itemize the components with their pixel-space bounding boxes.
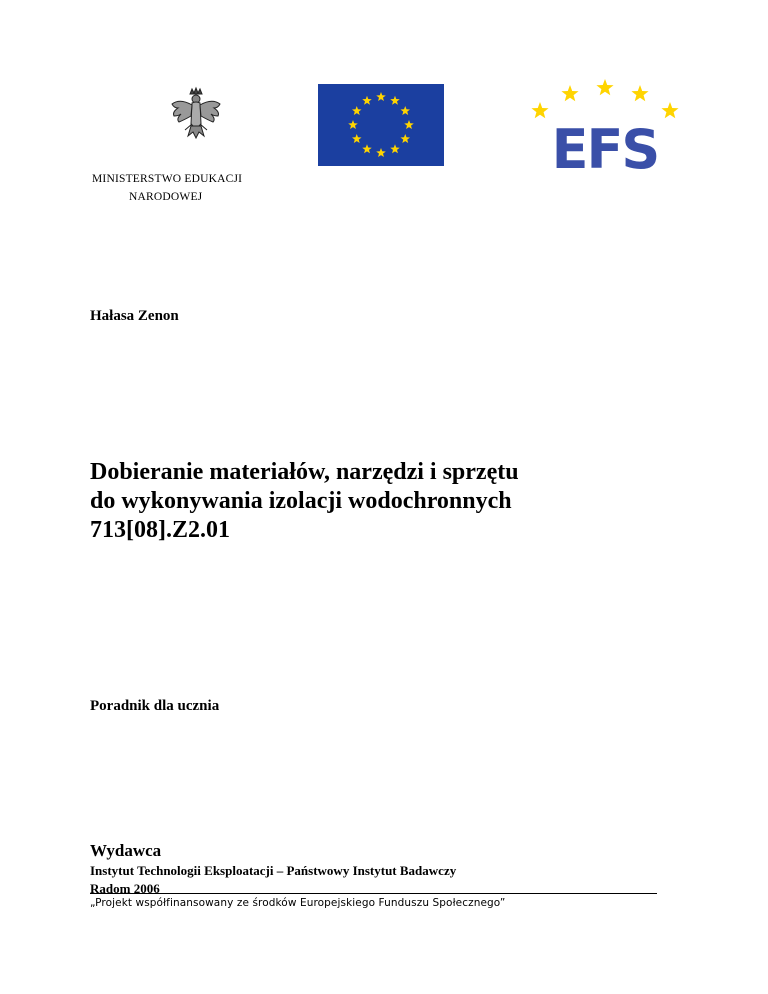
guide-label: Poradnik dla ucznia: [90, 698, 220, 714]
author-name: Hałasa Zenon: [90, 308, 179, 324]
efs-star-icon: [531, 102, 548, 118]
efs-star-icon: [661, 102, 678, 118]
svg-text:EFS: EFS: [551, 118, 659, 178]
title-line-3: 713[08].Z2.01: [90, 517, 230, 543]
ministry-line-1: MINISTERSTWO EDUKACJI: [92, 173, 243, 185]
publisher-block: [90, 840, 690, 898]
efs-logo-icon: [526, 78, 684, 178]
document-title: [90, 458, 650, 545]
footnote-divider: [90, 893, 657, 894]
publisher-institute: Instytut Technologii Eksploatacji – Państwowy Instytut Badawczy: [90, 863, 457, 878]
title-line-2: do wykonywania izolacji wodochronnych: [90, 488, 512, 514]
ministry-name: [92, 170, 292, 206]
efs-star-icon: [631, 85, 648, 101]
publisher-heading: Wydawca: [90, 841, 162, 860]
publisher-place-year: Radom 2006: [90, 881, 160, 896]
efs-star-icon: [561, 85, 578, 101]
footnote-text: „Projekt współfinansowany ze środków Europejskiego Funduszu Społecznego”: [90, 897, 506, 909]
eu-flag-icon: [318, 84, 444, 166]
polish-eagle-emblem-icon: [166, 86, 226, 146]
title-line-1: Dobieranie materiałów, narzędzi i sprzętu: [90, 459, 519, 485]
efs-star-icon: [596, 79, 613, 95]
ministry-line-2: NARODOWEJ: [129, 191, 203, 203]
